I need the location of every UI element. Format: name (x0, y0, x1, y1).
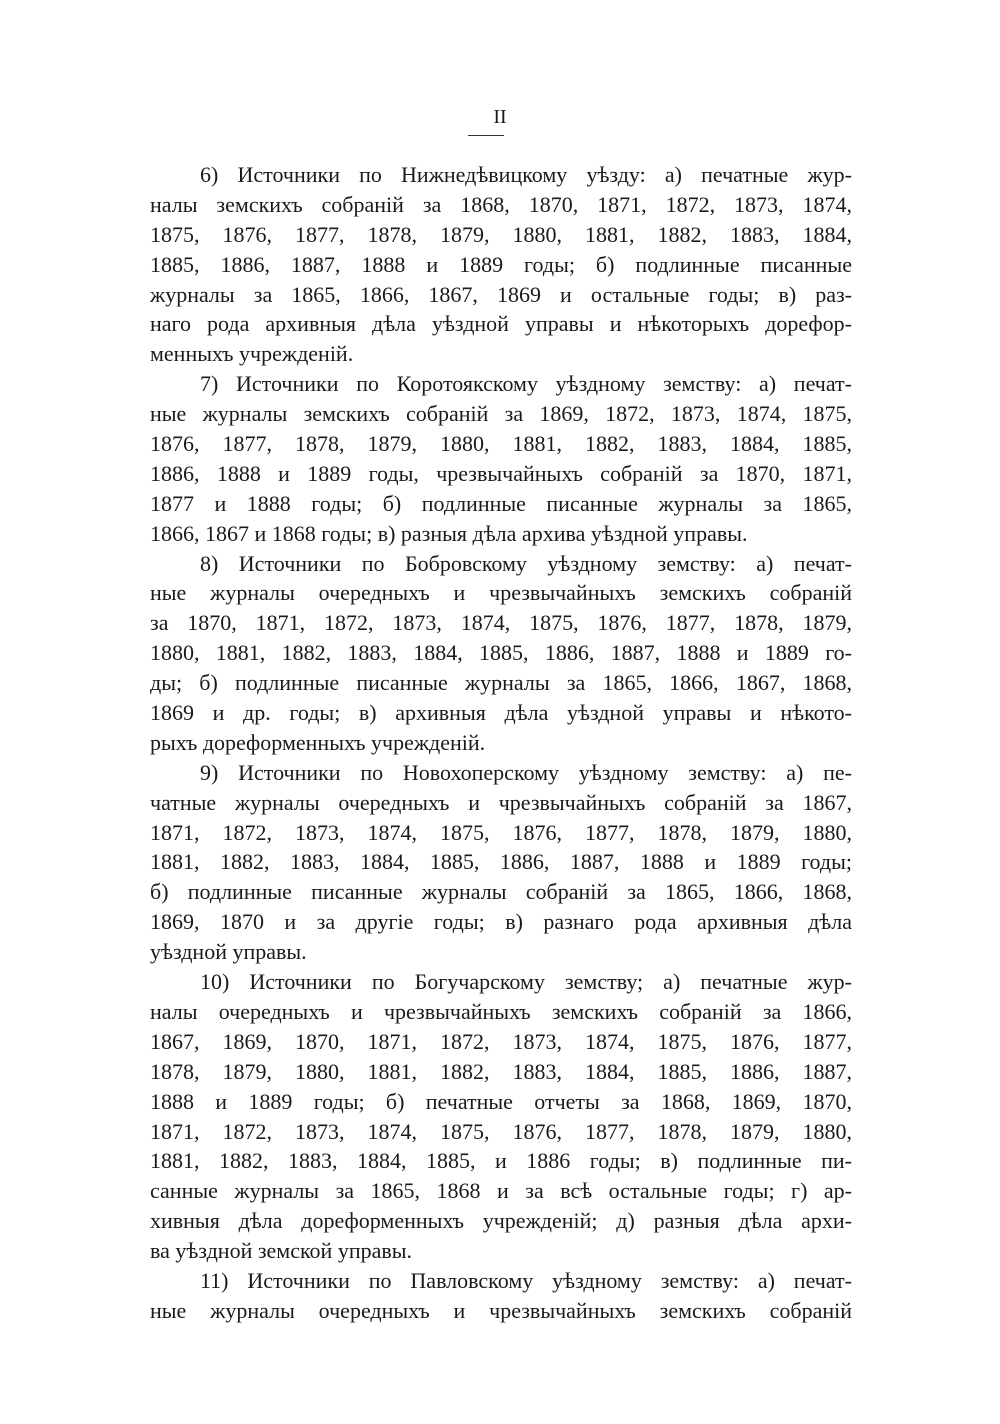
paragraph (150, 549, 852, 758)
paragraph (150, 369, 852, 548)
body-text (150, 160, 852, 1326)
text-line: 1885, 1886, 1887, 1888 и 1889 годы; б) подлинные писанные (150, 251, 852, 277)
text-line: ды; б) подлинные писанные журналы за 1865, 1866, 1867, 1868, (150, 670, 852, 696)
text-line: 1875, 1876, 1877, 1878, 1879, 1880, 1881, 1882, 1883, 1884, (150, 221, 852, 247)
text-line: ва уѣздной земской управы. (150, 1238, 413, 1264)
text-line: рыхъ дореформенныхъ учрежденій. (150, 729, 486, 755)
text-line: хивныя дѣла дореформенныхъ учрежденій; д) разныя дѣла архи- (150, 1208, 852, 1234)
text-line: ные журналы земскихъ собраній за 1869, 1872, 1873, 1874, 1875, (150, 401, 852, 427)
text-line: 1871, 1872, 1873, 1874, 1875, 1876, 1877, 1878, 1879, 1880, (150, 819, 852, 845)
text-line: 10) Источники по Богучарскому земству; а) печатные жур- (200, 969, 852, 995)
text-line: налы земскихъ собраній за 1868, 1870, 1871, 1872, 1873, 1874, (150, 191, 852, 217)
text-line: 1876, 1877, 1878, 1879, 1880, 1881, 1882, 1883, 1884, 1885, (150, 431, 852, 457)
text-line: уѣздной управы. (150, 939, 307, 965)
text-line: чатные журналы очередныхъ и чрезвычайныхъ собраній за 1867, (150, 789, 852, 815)
text-line: за 1870, 1871, 1872, 1873, 1874, 1875, 1876, 1877, 1878, 1879, (150, 610, 852, 636)
text-line: 1880, 1881, 1882, 1883, 1884, 1885, 1886, 1887, 1888 и 1889 го- (150, 640, 852, 666)
text-line: 1867, 1869, 1870, 1871, 1872, 1873, 1874, 1875, 1876, 1877, (150, 1028, 852, 1054)
text-line: 1877 и 1888 годы; б) подлинные писанные журналы за 1865, (150, 490, 852, 516)
text-line: 8) Источники по Бобровскому уѣздному земству: а) печат- (200, 550, 852, 576)
paragraph (150, 758, 852, 967)
text-line: 1878, 1879, 1880, 1881, 1882, 1883, 1884, 1885, 1886, 1887, (150, 1058, 852, 1084)
text-line: 1866, 1867 и 1868 годы; в) разныя дѣла архива уѣздной управы. (150, 520, 748, 546)
text-line: 1888 и 1889 годы; б) печатные отчеты за 1868, 1869, 1870, (150, 1088, 852, 1114)
text-line: налы очередныхъ и чрезвычайныхъ земскихъ собраній за 1866, (150, 998, 852, 1024)
text-line: 1869, 1870 и за другіе годы; в) разнаго рода архивныя дѣла (150, 909, 852, 935)
paragraph (150, 1266, 852, 1326)
paragraph (150, 967, 852, 1266)
text-line: 1871, 1872, 1873, 1874, 1875, 1876, 1877, 1878, 1879, 1880, (150, 1118, 852, 1144)
text-line: ные журналы очередныхъ и чрезвычайныхъ земскихъ собраній (150, 580, 852, 606)
text-line: наго рода архивныя дѣла уѣздной управы и нѣкоторыхъ дорефор- (150, 311, 852, 337)
page-number: II (493, 106, 507, 128)
text-line: ные журналы очередныхъ и чрезвычайныхъ земскихъ собраній (150, 1297, 852, 1323)
text-line: 11) Источники по Павловскому уѣздному земству: а) печат- (200, 1267, 852, 1293)
paragraph (150, 160, 852, 369)
text-line: журналы за 1865, 1866, 1867, 1869 и остальные годы; в) раз- (150, 281, 852, 307)
text-line: менныхъ учрежденій. (150, 341, 354, 367)
text-line: 1869 и др. годы; в) архивныя дѣла уѣздной управы и нѣкото- (150, 700, 852, 726)
header-rule (468, 135, 504, 136)
text-line: 7) Источники по Коротоякскому уѣздному земству: а) печат- (200, 371, 852, 397)
text-line: 1881, 1882, 1883, 1884, 1885, и 1886 годы; в) подлинные пи- (150, 1148, 852, 1174)
text-line: 6) Источники по Нижнедѣвицкому уѣзду: а) печатные жур- (200, 162, 852, 187)
text-line: б) подлинные писанные журналы собраній за 1865, 1866, 1868, (150, 879, 852, 905)
text-line: 1886, 1888 и 1889 годы, чрезвычайныхъ собраній за 1870, 1871, (150, 460, 852, 486)
text-line: 1881, 1882, 1883, 1884, 1885, 1886, 1887, 1888 и 1889 годы; (150, 849, 852, 875)
text-line: 9) Источники по Новохоперскому уѣздному земству: а) пе- (200, 759, 852, 785)
text-line: санные журналы за 1865, 1868 и за всѣ остальные годы; г) ар- (150, 1178, 852, 1204)
